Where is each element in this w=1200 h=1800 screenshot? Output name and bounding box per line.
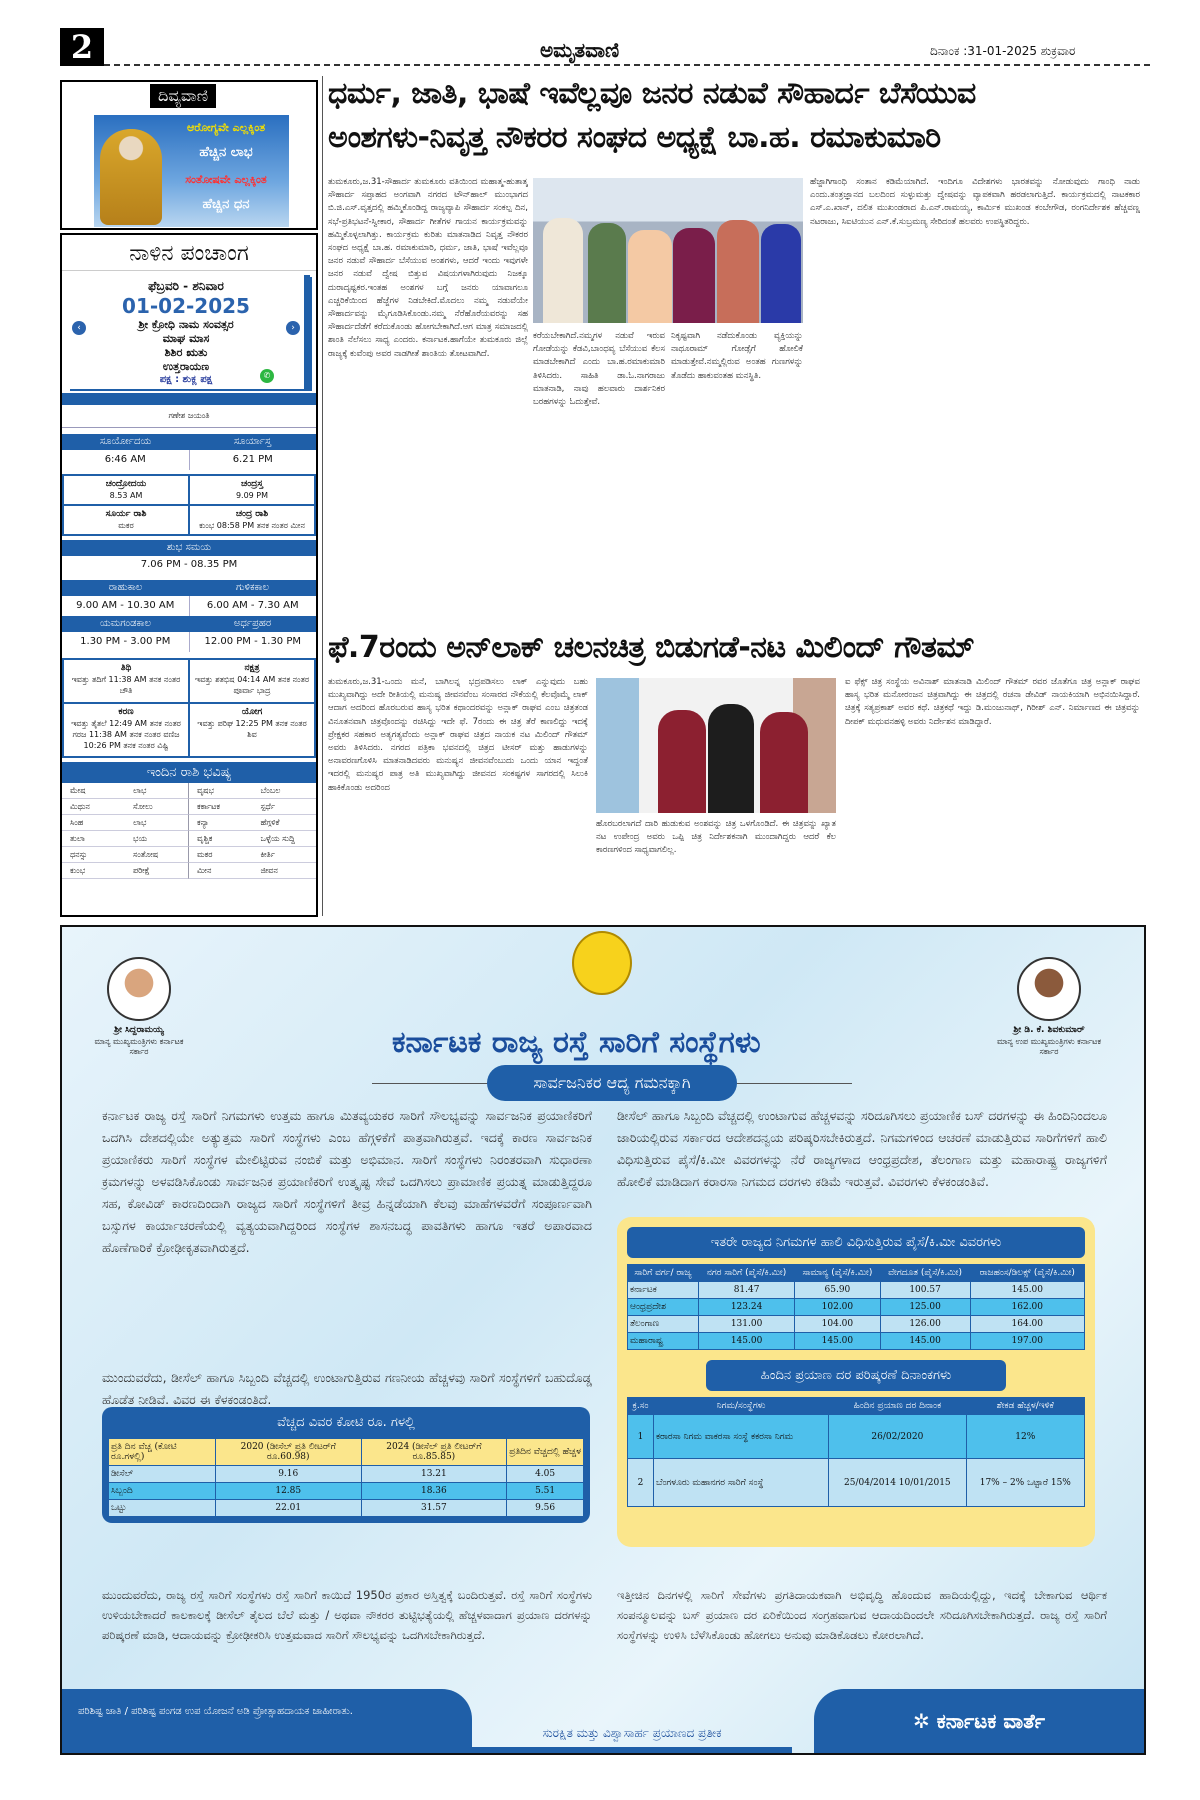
article1-headline <box>328 72 1148 160</box>
table-row: 2 ಬೆಂಗಳೂರು ಮಹಾನಗರ ಸಾರಿಗೆ ಸಂಸ್ಥೆ 25/04/2014 10/01/2015 17% – 2% ಒಟ್ಟಾರೆ 15% <box>628 1459 1085 1507</box>
month-day: ಫೆಬ್ರವರಿ - ಶನಿವಾರ <box>148 279 224 293</box>
article2-col2: ಹೊರಬರಲಾಗದೆ ದಾರಿ ಹುಡುಕುವ ಅಂಶವನ್ನು ಚಿತ್ರ ಒಳಗೊಂಡಿದೆ. ಈ ಚಿತ್ರವನ್ನು ಖ್ಯಾತ ನಟ ಉಪೇಂದ್ರ ಅವರು ಒಪ್ಪಿ ಚಿತ್ರ ನಿರ್ದೇಶಕನಾಗಿ ಮುಂದಾಗಿದ್ದರು ಆದರೆ ಕೆಲ ಕಾರಣಗಳಿಂದ ಸಾಧ್ಯವಾಗಲಿಲ್ಲ. <box>596 819 836 856</box>
dcm-portrait <box>1017 957 1081 1021</box>
gulika-time: 6.00 AM - 7.30 AM <box>190 596 317 616</box>
quote-line: ಹೆಚ್ಚಿನ ಲಾಭ <box>199 145 253 160</box>
rashi-item: ಮೀನ ಜೀವನ <box>189 863 316 879</box>
rate-table-title: ಇತರೇ ರಾಜ್ಯದ ನಿಗಮಗಳ ಹಾಲಿ ವಿಧಿಸುತ್ತಿರುವ ಪೈಸೆ/ಕಿ.ಮೀ ವಿವರಗಳು <box>627 1227 1085 1258</box>
rate-table-panel <box>617 1217 1095 1547</box>
expense-table: ಪ್ರತಿ ದಿನ ವೆಚ್ಚ (ಕೋಟಿ ರೂ.ಗಳಲ್ಲಿ) 2020 (ಡೀಸೆಲ್ ಪ್ರತಿ ಲೀಟರ್‌ಗೆ ರೂ.60.98) 2024 (ಡೀಸೆಲ್ ಪ್ರತಿ ಲೀಟರ್‌ಗೆ ರೂ.85.85) ಪ್ರತಿದಿನ ವೆಚ್ಚದಲ್ಲಿ ಹೆಚ್ಚಳ ಡೀಸೆಲ್ 9.16 13.21 4.05 ಸಿಬ್ಬಂದಿ 12.85 18.36 5.51 ಒಟ್ಟು 22.01 31.57 9.56 <box>108 1438 584 1517</box>
rashi-item: ಕರ್ಕಾಟಕ ಸ್ಪರ್ಧೆ <box>189 799 316 815</box>
ksrtc-advertisement <box>60 925 1146 1755</box>
shubha-label: ಶುಭ ಸಮಯ <box>62 540 316 556</box>
shubha-time: 7.06 PM - 08.35 PM <box>140 559 238 570</box>
rashi-item: ವೃಶ್ಚಿಕ ಒಳ್ಳೆಯ ಸುದ್ದಿ <box>189 831 316 847</box>
table-row: ಒಟ್ಟು 22.01 31.57 9.56 <box>109 1500 584 1517</box>
yama-label: ಯಮಗಂಡಕಾಲ <box>62 616 189 632</box>
column-divider <box>322 76 323 916</box>
panchanga-date: 01-02-2025 <box>122 294 250 318</box>
moonrise-cell: ಚಂದ್ರೋದಯ 8.53 AM <box>63 475 189 505</box>
cm-role: ಮಾನ್ಯ ಮುಖ್ಯಮಂತ್ರಿಗಳು ಕರ್ನಾಟಕ ಸರ್ಕಾರ <box>94 1037 184 1056</box>
gulika-label: ಗುಳಿಕಕಾಲ <box>189 580 316 596</box>
ad-para2: ಮುಂದುವರೆದು, ಡೀಸೆಲ್ ಹಾಗೂ ಸಿಬ್ಬಂದಿ ವೆಚ್ಚದಲ್ಲಿ ಉಂಟಾಗುತ್ತಿರುವ ಗಣನೀಯ ಹೆಚ್ಚಳವು ಸಾರಿಗೆ ಸಂಸ್ಥೆಗಳಿಗೆ ಬಹುದೊಡ್ಡ ಹೊಡೆತ ನೀಡಿವೆ. ವಿವರ ಈ ಕೆಳಕಂಡಂತಿದೆ. <box>102 1370 592 1407</box>
festival: ಗಣೇಶ ಜಯಂತಿ <box>62 405 316 428</box>
ad-footer-tagline: ಸುರಕ್ಷಿತ ಮತ್ತು ವಿಶ್ವಾಸಾರ್ಹ ಪ್ರಯಾಣದ ಪ್ರತೀಕ <box>472 1713 792 1753</box>
karnataka-emblem-icon <box>572 931 632 995</box>
revision-table-title: ಹಿಂದಿನ ಪ್ರಯಾಣ ದರ ಪರಿಷ್ಕರಣೆ ದಿನಾಂಕಗಳು <box>706 1360 1006 1391</box>
article2-col1: ತುಮಕೂರು,ಜ.31-ಒಂದು ಮನೆ, ಬಾಗಿಲನ್ನ ಭದ್ರಪಡಿಸಲು ಲಾಕ್ ಎನ್ನುವುದು ಬಹು ಮುಖ್ಯವಾಗಿದ್ದು ಅದೇ ರೀತಿಯಲ್ಲಿ ಮನುಷ್ಯ ಜೀವನವೆಂಬ ಸಂಸಾರದ ನೌಕೆಯಲ್ಲಿ ಕೆಲವೊಮ್ಮೆ ಲಾಕ್ ಆದಾಗ ಅದರಿಂದ ಹೊರಬರುವ ಹಾಸ್ಯ ಭರಿತ ಕಥಾಂದರವನ್ನು ಅನ್ಲಾಕ್ ರಾಘವ ಎಂಬ ಚಿತ್ರತಂಡ ವಿನೂತನವಾಗಿ ಚಿತ್ರವೊಂದನ್ನು ರಚಿಸಿದ್ದು ಇದೇ ಫೆ. 7ರಂದು ಈ ಚಿತ್ರ ತೆರೆ ಕಾಣಲಿದ್ದು ಇದಕ್ಕೆ ಪ್ರೇಕ್ಷಕರ ಸಹಕಾರ ಅತ್ಯಗತ್ಯವೆಂದು ಅನ್ಲಾಕ್ ರಾಘವ ಚಿತ್ರದ ನಾಯಕ ನಟ ಮಿಲಿಂದ್ ಗೌತಮ್ ಅವರು ತಿಳಿಸಿದರು. ನಗರದ ಪತ್ರಿಕಾ ಭವನದಲ್ಲಿ ಚಿತ್ರದ ಟೀಸರ್ ಮತ್ತು ಹಾಡುಗಳನ್ನು ಅನಾವರಣಗೊಳಿಸಿ ಮಾತನಾಡಿದವರು ಮನುಷ್ಯನ ಜೀವನವೆಂಬುದು ಒಂದು ಯಾನ ಇದ್ದಂತೆ ಇದರಲ್ಲಿ ಮನುಷ್ಯರ ಪಾತ್ರ ಅತಿ ಮುಖ್ಯವಾಗಿದ್ದು ಜೀವನದ ಸಂಕಷ್ಟಗಳ ಸಾಗರದಲ್ಲಿ ಸಿಲುಕಿ ಹಾಕಿಕೊಂಡು ಅದರಿಂದ <box>328 677 588 793</box>
masthead: ಅಮೃತವಾಣಿ <box>540 38 620 62</box>
paksha: ಪಕ್ಷ : ಶುಕ್ಲ ಪಕ್ಷ <box>159 374 213 385</box>
expense-table-panel <box>102 1407 590 1523</box>
article1-col4: ಹೆಜ್ಜಾಗಿಗಾಂಧಿ ಸಂತಾನ ಕಡಿಮೆಯಾಗಿದೆ. ಇಂದಿಗೂ ವಿದೇಶಗಳು ಭಾರತವನ್ನು ನೋಡುವುದು ಗಾಂಧಿ ನಾಡು ಎಂದು.ತಂತ್ರಜ್ಞಾನದ ಬಲದಿಂದ ಸುಳ್ಳುಮತ್ತು ದ್ವೇಷವನ್ನು ವ್ಯಾಪಕವಾಗಿ ಹರಡಲಾಗುತ್ತಿದೆ. ಕಾರ್ಯಕ್ರಮದಲ್ಲಿ ನಾಟಕಕಾರ ಎಸ್.ಎ.ಖಾನ್, ದಲಿತ ಮುಖಂಡರಾದ ಪಿ.ಎನ್.ರಾಮಯ್ಯ, ಕಾರ್ಮಿಕ ಮುಖಂಡ ಕಂಬೇಗೌಡ, ರಂಗನಿರ್ದೇಶಕ ಹೆಚ್ಚವಣ್ಣ ನಟರಾಜು, ಸಿಐಟಿಯುನ ಎನ್.ಕೆ.ಸುಬ್ರಮಣ್ಯ ಸೇರಿದಂತೆ ಹಲವರು ಉಪಸ್ಥಿತರಿದ್ದರು. <box>810 177 1140 227</box>
ad-subtitle: ಸಾರ್ವಜನಿಕರ ಆದ್ಯ ಗಮನಕ್ಕಾಗಿ <box>487 1065 737 1101</box>
rahu-time: 9.00 AM - 10.30 AM <box>62 596 190 616</box>
ayana: ಉತ್ತರಾಯಣ <box>162 360 210 373</box>
quote-line: ಸಂತೋಷವೇ ಎಲ್ಲಕ್ಕಿಂತ <box>185 173 267 186</box>
rashi-item: ಧನಸ್ಸು ಸಂತೋಷ <box>62 847 189 863</box>
quote-line: ಆರೋಗ್ಯವೇ ಎಲ್ಲಕ್ಕಿಂತ <box>186 121 266 134</box>
article2-photo <box>596 678 836 813</box>
rashi-grid <box>62 783 316 879</box>
rashi-item: ಕುಂಭ ಪರೀಕ್ಷೆ <box>62 863 189 879</box>
nakshatra-cell: ನಕ್ಷತ್ರ ಇವತ್ತು ಶತಭಿಷ 04:14 AM ತನಕ ನಂತರ ಪೂರ್ವಾ ಭಾದ್ರ <box>189 659 315 703</box>
rashi-item: ಸಿಂಹ ಲಾಭ <box>62 815 189 831</box>
panchanga-box <box>60 233 318 917</box>
rashi-item: ಕನ್ಯಾ ಹೆಗ್ಗಳಿಕೆ <box>189 815 316 831</box>
article1-col2: ಕರೆಯಬೇಕಾಗಿದೆ.ನಮ್ಮಗಳ ನಡುವೆ ಇರುವ ಗೋಡೆಯನ್ನು ಕೆಡವಿ,ಬಾಂಧವ್ಯ ಬೆಸೆಯುವ ಕೆಲಸ ಮಾಡಬೇಕಾಗಿದೆ ಎಂದು ಬಾ.ಹ.ರಮಾಕುಮಾರಿ ತಿಳಿಸಿದರು. ಸಾಹಿತಿ ಡಾ.ಓ.ನಾಗರಾಜು ಮಾತನಾಡಿ, ನಾವು ಹಲವಾರು ದಾರ್ಶನಿಕರ ಬರಹಗಳನ್ನು ಓದುತ್ತೇವೆ. <box>533 331 665 408</box>
samvatsara: ಶ್ರೀ ಕ್ರೋಧಿ ನಾಮ ಸಂವತ್ಸರ <box>138 318 234 331</box>
revision-table: ಕ್ರ.ಸಂ ನಿಗಮ/ಸಂಸ್ಥೆಗಳು ಹಿಂದಿನ ಪ್ರಯಾಣ ದರ ದಿನಾಂಕ ಶೇಕಡ ಹೆಚ್ಚಳ/ಇಳಿಕೆ 1 ಕರಾರಸಾ ನಿಗಮ ವಾಕರಸಾ ಸಂಸ್ಥೆ ಕಕರಸಾ ನಿಗಮ 26/02/2020 12% 2 ಬೆಂಗಳೂರು ಮಹಾನಗರ ಸಾರಿಗೆ ಸಂಸ್ಥೆ 25/04/2014 10/01/2015 17% – 2% ಒಟ್ಟಾರೆ 15% <box>627 1397 1085 1507</box>
article2-headline: ಫೆ.7ರಂದು ಅನ್‌ಲಾಕ್ ಚಲನಚಿತ್ರ ಬಿಡುಗಡೆ-ನಟ ಮಿಲಿಂದ್ ಗೌತಮ್ <box>328 630 975 665</box>
prev-day-button[interactable]: ‹ <box>72 321 86 335</box>
panchanga-date-card <box>68 275 310 389</box>
tithi-cell: ತಿಥಿ ಇವತ್ತು ತದಿಗೆ 11:38 AM ತನಕ ನಂತರ ಚೌತಿ <box>63 659 189 703</box>
sunset-time: 6.21 PM <box>190 450 317 470</box>
table-row: ಕರ್ನಾಟಕ 81.47 65.90 100.57 145.00 <box>628 1282 1085 1299</box>
ad-para1: ಕರ್ನಾಟಕ ರಾಜ್ಯ ರಸ್ತೆ ಸಾರಿಗೆ ನಿಗಮಗಳು ಉತ್ತಮ ಹಾಗೂ ಮಿತವ್ಯಯಕರ ಸಾರಿಗೆ ಸೌಲಭ್ಯವನ್ನು ಸಾರ್ವಜನಿಕ ಪ್ರಯಾಣಿಕರಿಗೆ ಒದಗಿಸಿ ದೇಶದಲ್ಲಿಯೇ ಅತ್ಯುತ್ತಮ ಸಾರಿಗೆ ಸಂಸ್ಥೆಗಳು ಎಂಬ ಹೆಗ್ಗಳಿಕೆಗೆ ಪಾತ್ರವಾಗಿರುತ್ತವೆ. ಇದಕ್ಕೆ ಕಾರಣ ಸಾರ್ವಜನಿಕ ಪ್ರಯಾಣಿಕರು ಸಾರಿಗೆ ಸಂಸ್ಥೆಗಳ ಮೇಲಿಟ್ಟಿರುವ ನಂಬಿಕೆ ಮತ್ತು ಅಭಿಮಾನ. ಸಾರಿಗೆ ಸಂಸ್ಥೆಗಳು ನಿರಂತರವಾಗಿ ಸುಧಾರಣಾ ಕ್ರಮಗಳನ್ನು ಅಳವಡಿಸಿಕೊಂಡು ಸಾರ್ವಜನಿಕ ಪ್ರಯಾಣಿಕರಿಗೆ ಉತ್ಕೃಷ್ಟ ಸೇವೆ ಒದಗಿಸಲು ಪ್ರಾಮಾಣಿಕ ಪ್ರಯತ್ನ ಮಾಡುತ್ತಿದ್ದರೂ ಸಹ, ಕೋವಿಡ್ ಕಾರಣದಿಂದಾಗಿ ರಾಜ್ಯದ ಸಾರಿಗೆ ಸಂಸ್ಥೆಗಳಿಗೆ ತೀವ್ರ ಹಿನ್ನಡೆಯಾಗಿ ಕೆಲವು ಮಾಹೆಗಳವರೆಗೆ ಸಂಪೂರ್ಣವಾಗಿ ಬಸ್ಸುಗಳ ಕಾರ್ಯಾಚರಣೆಯಲ್ಲಿ ವ್ಯತ್ಯಯವಾಗಿದ್ದರಿಂದ ಸಂಸ್ಥೆಗಳ ಶಾಸನಬದ್ಧ ಪಾವತಿಗಳು ಹಾಗೂ ಇತರೆ ಅಪಾರವಾದ ಹೊಣೆಗಾರಿಕೆ ಕ್ರೋಢೀಕೃತವಾಗಿರುತ್ತದೆ. <box>102 1108 592 1255</box>
table-row: 1 ಕರಾರಸಾ ನಿಗಮ ವಾಕರಸಾ ಸಂಸ್ಥೆ ಕಕರಸಾ ನಿಗಮ 26/02/2020 12% <box>628 1415 1085 1459</box>
rashi-item: ತುಲಾ ಭಯ <box>62 831 189 847</box>
rashi-item: ಮೇಷ ಲಾಭ <box>62 783 189 799</box>
sunrise-label: ಸೂರ್ಯೋದಯ <box>62 434 189 450</box>
table-row: ಡೀಸೆಲ್ 9.16 13.21 4.05 <box>109 1466 584 1483</box>
article1-photo <box>533 178 803 323</box>
divider-bar <box>62 393 316 405</box>
ritu: ಶಿಶಿರ ಋತು <box>164 346 208 359</box>
ad-para5: ಇತ್ತೀಚಿನ ದಿನಗಳಲ್ಲಿ ಸಾರಿಗೆ ಸೇವೆಗಳು ಪ್ರಗತಿದಾಯಕವಾಗಿ ಅಭಿವೃದ್ಧಿ ಹೊಂದುವ ಹಾದಿಯಲ್ಲಿದ್ದು, ಇದಕ್ಕೆ ಬೇಕಾಗುವ ಆರ್ಥಿಕ ಸಂಪನ್ಮೂಲವನ್ನು ಬಸ್ ಪ್ರಯಾಣ ದರ ಏರಿಕೆಯಿಂದ ಸಂಗ್ರಹವಾಗುವ ಆದಾಯದಿಂದಲೇ ಸರಿದೂಗಿಸಬೇಕಾಗಿರುತ್ತದೆ. ರಾಜ್ಯ ರಸ್ತೆ ಸಾರಿಗೆ ಸಂಸ್ಥೆಗಳನ್ನು ಉಳಿಸಿ ಬೆಳೆಸಿಕೊಂಡು ಹೋಗಲು ಅನುವು ಮಾಡಿಕೊಡಲು ಕೋರಲಾಗಿದೆ. <box>617 1588 1107 1642</box>
next-day-button[interactable]: › <box>286 321 300 335</box>
ad-title: ಕರ್ನಾಟಕ ರಾಜ್ಯ ರಸ್ತೆ ಸಾರಿಗೆ ಸಂಸ್ಥೆಗಳು <box>392 1025 761 1060</box>
panchanga-title: ನಾಳಿನ ಪಂಚಾಂಗ <box>62 235 316 271</box>
divyavani-box <box>60 80 318 230</box>
ad-footer-left: ಪರಿಶಿಷ್ಟ ಜಾತಿ / ಪರಿಶಿಷ್ಟ ಪಂಗಡ ಉಪ ಯೋಜನೆ ಅಡಿ ಪ್ರೋತ್ಸಾಹದಾಯಕ ಜಾಹೀರಾತು. <box>62 1689 472 1753</box>
table-row: ಸಿಬ್ಬಂದಿ 12.85 18.36 5.51 <box>109 1483 584 1500</box>
rashi-item: ಮಿಥುನ ಸೋಲು <box>62 799 189 815</box>
ad-para3: ಡೀಸೆಲ್ ಹಾಗೂ ಸಿಬ್ಬಂದಿ ವೆಚ್ಚದಲ್ಲಿ ಉಂಟಾಗುವ ಹೆಚ್ಚಳವನ್ನು ಸರಿದೂಗಿಸಲು ಪ್ರಯಾಣಿಕ ಬಸ್ ದರಗಳನ್ನು ಈ ಹಿಂದಿನಿಂದಲೂ ಜಾರಿಯಲ್ಲಿರುವ ಸರ್ಕಾರದ ಆದೇಶದನ್ವಯ ಪರಿಷ್ಕರಿಸಬೇಕಿರುತ್ತದೆ. ನಿಗಮಗಳಿಂದ ಆಚರಣೆ ಮಾಡುತ್ತಿರುವ ಸಾರಿಗೆಗಳಿಗೆ ಹಾಲಿ ವಿಧಿಸುತ್ತಿರುವ ಪೈಸೆ/ಕಿ.ಮೀ ವಿವರಗಳನ್ನು ನೆರೆ ರಾಜ್ಯಗಳಾದ ಆಂಧ್ರಪ್ರದೇಶ, ತೆಲಂಗಾಣ ಮತ್ತು ಮಹಾರಾಷ್ಟ್ರ ರಾಜ್ಯಗಳಿಗೆ ಹೋಲಿಕೆ ಮಾಡಿದಾಗ ಕರಾರಸಾ ನಿಗಮದ ದರಗಳು ಕಡಿಮೆ ಇರುತ್ತವೆ. ವಿವರಗಳು ಕೆಳಕಂಡಂತಿವೆ. <box>617 1108 1107 1189</box>
table-row: ತೆಲಂಗಾಣ 131.00 104.00 126.00 164.00 <box>628 1316 1085 1333</box>
karana-cell: ಕರಣ ಇವತ್ತು ತೈತಲೆ 12:49 AM ತನಕ ನಂತರ ಗರಜ 11:38 AM ತನಕ ನಂತರ ವಣಿಜ 10:26 PM ತನಕ ನಂತರ ವಿಷ್ಟಿ <box>63 703 189 757</box>
dcm-role: ಮಾನ್ಯ ಉಪ ಮುಖ್ಯಮಂತ್ರಿಗಳು ಕರ್ನಾಟಕ ಸರ್ಕಾರ <box>996 1037 1101 1056</box>
buddha-image <box>94 115 289 227</box>
ad-para4: ಮುಂದುವರೆದು, ರಾಜ್ಯ ರಸ್ತೆ ಸಾರಿಗೆ ಸಂಸ್ಥೆಗಳು ರಸ್ತೆ ಸಾರಿಗೆ ಕಾಯಿದೆ 1950ರ ಪ್ರಕಾರ ಅಸ್ತಿತ್ವಕ್ಕೆ ಬಂದಿರುತ್ತವೆ. ರಸ್ತೆ ಸಾರಿಗೆ ಸಂಸ್ಥೆಗಳು ಉಳಿಯಬೇಕಾದರೆ ಕಾಲಕಾಲಕ್ಕೆ ಡೀಸೆಲ್ ತೈಲದ ಬೆಲೆ ಮತ್ತು / ಅಥವಾ ನೌಕರರ ತುಟ್ಟಿಭತ್ಯೆಯಲ್ಲಿ ಹೆಚ್ಚಳವಾದಾಗ ಪ್ರಯಾಣ ದರಗಳನ್ನು ಪರಿಷ್ಕರಣೆ ಮಾಡಿ, ಆದಾಯವನ್ನು ಕ್ರೋಢೀಕರಿಸಿ ಉತ್ತಮವಾದ ಸಾರಿಗೆ ಸೌಲಭ್ಯವನ್ನು ಒದಗಿಸಬೇಕಾಗಿರುತ್ತದೆ. <box>102 1588 592 1642</box>
moonset-cell: ಚಂದ್ರಸ್ತ 9.09 PM <box>189 475 315 505</box>
sunrise-time: 6:46 AM <box>62 450 190 470</box>
dateline: ದಿನಾಂಕ :31-01-2025 ಶುಕ್ರವಾರ <box>930 44 1076 58</box>
page-number: 2 <box>60 28 104 66</box>
buddha-icon <box>100 129 162 225</box>
masa: ಮಾಘ ಮಾಸ <box>162 332 210 345</box>
yama-time: 1.30 PM - 3.00 PM <box>62 632 190 652</box>
article2-col3: ಐ ಫೆಕ್ಸ್ ಚಿತ್ರ ಸಂಸ್ಥೆಯ ಅವಿನಾಶ್ ಮಾತನಾಡಿ ಮಿಲಿಂದ್ ಗೌತಮ್ ರವರ ಜೊತೆಗೂ ಚಿತ್ರ ಅನ್ಲಾಕ್ ರಾಘವ ಹಾಸ್ಯ ಭರಿತ ಮನೋರಂಜನ ಚಿತ್ರವಾಗಿದ್ದು ಈ ಚಿತ್ರದಲ್ಲಿ ರಚನಾ ಡೇವಿಡ್ ನಾಯಕಿಯಾಗಿ ಅಭಿನಯಿಸಿದ್ದಾರೆ. ಚಿತ್ರಕ್ಕೆ ಸತ್ಯಪ್ರಕಾಶ್ ಅವರ ಕಥೆ. ಚಿತ್ರಕಥೆ ಇದ್ದು ಡಿ.ಮಂಜುನಾಥ್, ಗಿರೀಶ್ ಎನ್. ನಿರ್ಮಾಣದ ಈ ಚಿತ್ರವನ್ನು ದೀಪಕ್ ಮಧುವನಹಳ್ಳಿ ಅವರು ನಿರ್ದೇಶನ ಮಾಡಿದ್ದಾರೆ. <box>845 677 1140 727</box>
rashi-item: ವೃಷಭ ಬೆಂಬಲ <box>189 783 316 799</box>
yoga-cell: ಯೋಗ ಇವತ್ತು ಪರಿಘ 12:25 PM ತನಕ ನಂತರ ಶಿವ <box>189 703 315 757</box>
rate-table: ಸಾರಿಗೆ ವರ್ಗ/ ರಾಜ್ಯ ನಗರ ಸಾರಿಗೆ (ಪೈಸೆ/ಕಿ.ಮೀ) ಸಾಮಾನ್ಯ (ಪೈಸೆ/ಕಿ.ಮೀ) ವೇಗದೂತ (ಪೈಸೆ/ಕಿ.ಮೀ) ರಾಜಹಂಸ/ಡಿಲಕ್ಸ್ (ಪೈಸೆ/ಕಿ.ಮೀ) ಕರ್ನಾಟಕ 81.47 65.90 100.57 145.00 ಆಂಧ್ರಪ್ರದೇಶ 123.24 102.00 125.00 162.00 ತೆಲಂಗಾಣ 131.00 104.00 126.00 164.00 ಮಹಾರಾಷ್ಟ್ರ 145.00 145.00 145.00 197.00 <box>627 1264 1085 1350</box>
sunset-label: ಸೂರ್ಯಾಸ್ತ <box>189 434 316 450</box>
ardha-label: ಅರ್ಧಪ್ರಹರ <box>189 616 316 632</box>
header-divider <box>104 64 1150 66</box>
whatsapp-icon[interactable]: ✆ <box>260 369 274 383</box>
article1-col1: ತುಮಕೂರು,ಜ.31-ಸೌಹಾರ್ದ ತುಮಕೂರು ವತಿಯಿಂದ ಮಹಾತ್ಮ-ಹುತಾತ್ಮ ಸೌಹಾರ್ದ ಸಪ್ತಾಹದ ಅಂಗವಾಗಿ ನಗರದ ಟೌನ್‌ಹಾಲ್ ಮುಂಭಾಗದ ಬಿ.ಜಿ.ಎಸ್.ವೃತ್ತದಲ್ಲಿ ಹಮ್ಮಿಕೊಂಡಿದ್ದ ರಾಜ್ಯವ್ಯಾಪಿ ಸೌಹಾರ್ದ ಸಂಕಲ್ಪ ದಿನ, ಸಭೆ-ಪ್ರತಿಭಟನೆ-ಸ್ವೀಕಾರ, ಸೌಹಾರ್ದ ಗೀತೆಗಳ ಗಾಯನ ಕಾರ್ಯಕ್ರಮವನ್ನು ಹಮ್ಮಿಕೊಳ್ಳಲಾಗಿತ್ತು. ಕಾರ್ಯಕ್ರಮ ಕುರಿತು ಮಾತನಾಡಿದ ನಿವೃತ್ತ ನೌಕರರ ಸಂಘದ ಅಧ್ಯಕ್ಷೆ ಬಾ.ಹ. ರಮಾಕುಮಾರಿ, ಧರ್ಮ, ಜಾತಿ, ಭಾಷೆ ಇವೆಲ್ಲವೂ ಜನರ ನಡುವೆ ಸೌಹಾರ್ದ ಬೆಸೆಯುವ ಅಂಶಗಳು, ಆದರೆ ಇಂದು ಇವುಗಳೇ ಜನರ ನಡುವೆ ದ್ವೇಷ ಬಿತ್ತುವ ವಿಷಯಗಳಾಗಿರುವುದು ನಿಜಕ್ಕೂ ದುರಾದೃಷ್ಟಕರ.ಇಂತಹ ಅಂಶಗಳ ಬಗ್ಗೆ ಜನರು ಯಾವಾಗಲೂ ಎಚ್ಚರಿಕೆಯಿಂದ ಹೆಜ್ಜೆಗಳ ನಿಡಬೇಕಿದೆ.ಮೊದಲು ನಮ್ಮ ನಡುವೆಯೇ ಸೌಹಾರ್ದವನ್ನು ಮೈಗೂಡಿಸಿಕೊಂಡು.ನಮ್ಮ ನೆರೆಹೊರೆಯವರನ್ನು ಸಹ ಸೌಹಾರ್ದದೆಡೆಗೆ ಕರೆದುಕೊಂಡು ಹೋಗಬೇಕಾಗಿದೆ.ಆಗ ಮಾತ್ರ ಸಮಾಜದಲ್ಲಿ ಶಾಂತಿ ನೆಲೆಸಲು ಸಾಧ್ಯ ಎಂದರು. ಕರ್ನಾಟಕ.ಹಾಗೆಯೇ ತುಮಕೂರು ಜಿಲ್ಲೆ ರಾಜ್ಯಕ್ಕೆ ಕುವೆಂಪು ಅವರ ನಾಡಗೀತೆ ಶಾಂತಿಯ ತೋಟವಾಗಿದೆ. <box>328 177 528 359</box>
ardha-time: 12.00 PM - 1.30 PM <box>190 632 317 652</box>
rashi-title: ಇಂದಿನ ರಾಶಿ ಭವಿಷ್ಯ <box>62 762 316 783</box>
karnataka-varthe-logo: ✲ ಕರ್ನಾಟಕ ವಾರ್ತೆ <box>814 1689 1144 1753</box>
expense-table-title: ವೆಚ್ಚದ ವಿವರ ಕೋಟಿ ರೂ. ಗಳಲ್ಲಿ <box>108 1407 584 1438</box>
cm-portrait <box>107 957 171 1021</box>
surya-rashi-cell: ಸೂರ್ಯ ರಾಶಿ ಮಕರ <box>63 505 189 535</box>
headline-line: ಅಂಶಗಳು-ನಿವೃತ್ತ ನೌಕರರ ಸಂಘದ ಅಧ್ಯಕ್ಷೆ ಬಾ.ಹ. ರಮಾಕುಮಾರಿ <box>328 120 941 155</box>
article1-col3: ನಿಕೃಷ್ಟವಾಗಿ ನಡೆದುಕೊಂಡು ವ್ಯಕ್ತಿಯನ್ನು ನಾಥೂರಾಮ್ ಗೋಡ್ಸೆಗೆ ಹೋಲಿಕೆ ಮಾಡುತ್ತೇವೆ.ನಮ್ಮಲ್ಲಿರುವ ಅಂತಹ ಗುಣಗಳನ್ನು ತೊಡೆದು ಹಾಕುವಂತಹ ಮನಸ್ಥಿತಿ. <box>671 331 803 381</box>
dcm-name: ಶ್ರೀ ಡಿ. ಕೆ. ಶಿವಕುಮಾರ್ <box>1013 1025 1085 1035</box>
table-row: ಮಹಾರಾಷ್ಟ್ರ 145.00 145.00 145.00 197.00 <box>628 1333 1085 1350</box>
headline-line: ಧರ್ಮ, ಜಾತಿ, ಭಾಷೆ ಇವೆಲ್ಲವೂ ಜನರ ನಡುವೆ ಸೌಹಾರ್ದ ಬೆಸೆಯುವ <box>328 76 976 111</box>
varthe-logo-icon: ✲ <box>913 1709 937 1733</box>
rahu-label: ರಾಹುಕಾಲ <box>62 580 189 596</box>
cm-name: ಶ್ರೀ ಸಿದ್ದರಾಮಯ್ಯ <box>114 1025 164 1035</box>
rashi-item: ಮಕರ ಕೀರ್ತಿ <box>189 847 316 863</box>
quote-line: ಹೆಚ್ಚಿನ ಧನ <box>202 197 250 212</box>
table-row: ಆಂಧ್ರಪ್ರದೇಶ 123.24 102.00 125.00 162.00 <box>628 1299 1085 1316</box>
divyavani-title: ದಿವ್ಯವಾಣಿ <box>150 84 216 108</box>
chandra-rashi-cell: ಚಂದ್ರ ರಾಶಿ ಕುಂಭ 08:58 PM ತನಕ ನಂತರ ಮೀನ <box>189 505 315 535</box>
